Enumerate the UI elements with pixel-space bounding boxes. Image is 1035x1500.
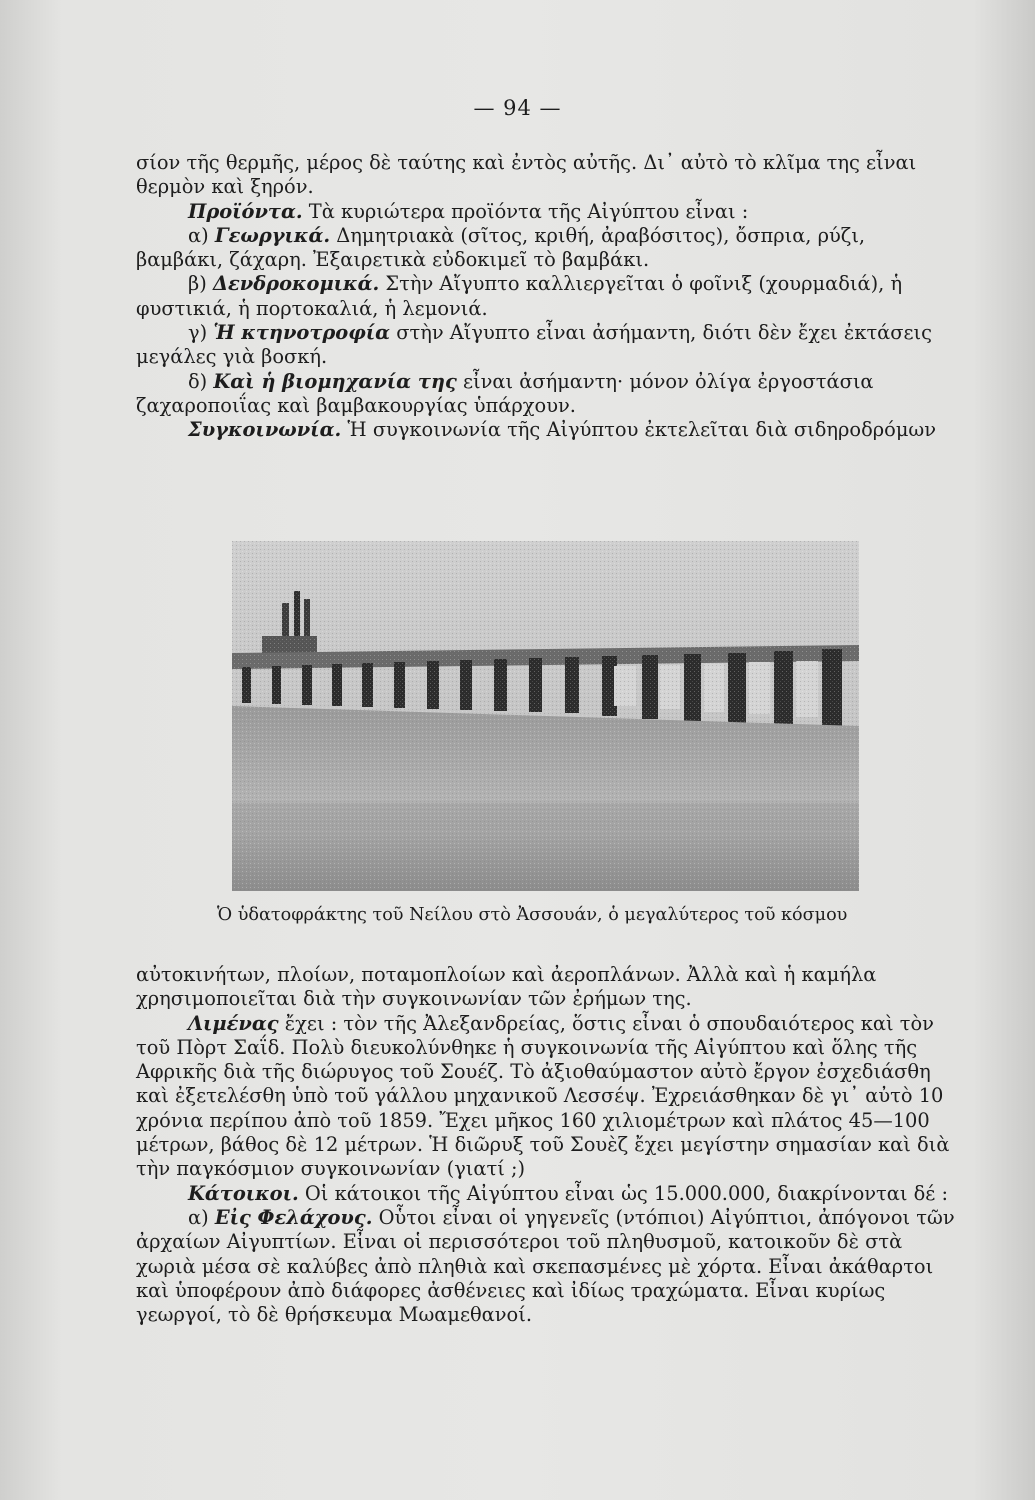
item-marker: δ) [188, 369, 214, 393]
figure-caption: Ὁ ὑδατοφράκτης τοῦ Νείλου στὸ Ἀσσουάν, ὁ μεγαλύτερος τοῦ κόσμου [217, 905, 848, 925]
paragraph-livestock [136, 321, 958, 370]
arboriculture-text: Στὴν Αἴγυπτο καλλιεργεῖται ὁ φοῖνιξ (χουρμαδιά), ἡ φυστικιά, ἡ πορτοκαλιά, ἡ λεμονιά. [136, 272, 903, 320]
fellahs-text: Οὗτοι εἶναι οἱ γηγενεῖς (ντόπιοι) Αἰγύπτιοι, ἀπόγονοι τῶν ἀρχαίων Αἰγυπτίων. Εἶναι οἱ περισσότεροι τοῦ πληθυσμοῦ, κατοικοῦν δὲ στὰ χωριὰ μέσα σὲ καλύβες ἀπὸ πληθιὰ καὶ σκεπασμένες μὲ χόρτα. Εἶναι ἀκάθαρτοι καὶ ὑποφέρουν ἀπὸ διάφορες ἀσθένειες καὶ ἰδίως τραχώματα. Εἶναι κυρίως γεωργοί, τὸ δὲ θρήσκευμα Μωαμεθανοί. [136, 1205, 955, 1327]
paragraph-agricultural [136, 224, 958, 273]
item-marker: β) [188, 272, 213, 296]
paragraph-transport: αὐτοκινήτων, πλοίων, ποταμοπλοίων καὶ ἀεροπλάνων. Ἀλλὰ καὶ ἡ καμήλα χρησιμοποιεῖται διὰ τὴν συγκοινωνίαν τῶν ἐρήμων της. [136, 963, 877, 1011]
heading-industry: Καὶ ἡ βιομηχανία της [213, 369, 457, 393]
paragraph-arboriculture [136, 272, 958, 321]
inhabitants-text: Οἱ κάτοικοι τῆς Αἰγύπτου εἶναι ὡς 15.000.000, διακρίνονται δέ : [298, 1181, 949, 1205]
ports-text: ἔχει : τὸν τῆς Ἀλεξανδρείας, ὅστις εἶναι ὁ σπουδαιότερος καὶ τὸν τοῦ Πὸρτ Σαΐδ. Πολὺ διευκολύνθηκε ἡ συγκοινωνία τῆς Αἰγύπτου καὶ ὅλης τῆς Αφρικῆς διὰ τῆς διώρυγος τοῦ Σουέζ. Τὸ ἀξιοθαύμαστον αὐτὸ ἔργον ἐσχεδιάσθη καὶ ἐξετελέσθη ὑπὸ τοῦ γάλλου μηχανικοῦ Λεσσέψ. Ἐχρειάσθηκαν δὲ γι᾽ αὐτὸ 10 χρόνια περίπου ἀπὸ τοῦ 1859. Ἔχει μῆκος 160 χιλιομέτρων καὶ πλάτος 45—100 μέτρων, βάθος δὲ 12 μέτρων. Ἡ διῶρυξ τοῦ Σουὲζ ἔχει μεγίστην σημασίαν καὶ διὰ τὴν παγκόσμιον συγκοινωνίαν (γιατί ;) [136, 1011, 950, 1181]
heading-ports: Λιμένας [188, 1011, 279, 1035]
heading-arboriculture: Δενδροκομικά. [212, 272, 380, 296]
products-text: Τὰ κυριώτερα προϊόντα τῆς Αἰγύπτου εἶναι : [302, 199, 749, 223]
page-number: — 94 — [473, 96, 562, 120]
dam-photograph [232, 541, 859, 891]
paragraph-climate: σίον τῆς θερμῆς, μέρος δὲ ταύτης καὶ ἐντὸς αὐτῆς. Δι᾽ αὐτὸ τὸ κλῖμα της εἶναι θερμὸν καὶ ξηρόν. [136, 151, 917, 199]
heading-fellahs: Εἰς Φελάχους. [214, 1205, 373, 1229]
heading-livestock: Ἡ κτηνοτροφία [213, 321, 391, 345]
paragraph-fellahs [136, 1206, 958, 1327]
bottom-text-block [136, 963, 958, 1327]
paragraph-products [136, 200, 958, 224]
heading-inhabitants: Κάτοικοι. [188, 1181, 299, 1205]
heading-agricultural: Γεωργικά. [214, 223, 331, 247]
paragraph-inhabitants [136, 1182, 958, 1206]
item-marker: α) [188, 223, 215, 247]
paragraph-industry [136, 370, 958, 419]
item-marker: α) [188, 1205, 215, 1229]
heading-products: Προϊόντα. [188, 199, 303, 223]
communication-text: Ἡ συγκοινωνία τῆς Αἰγύπτου ἐκτελεῖται διὰ σιδηροδρόμων [341, 418, 937, 442]
heading-communication: Συγκοινωνία. [188, 418, 342, 442]
livestock-text: στὴν Αἴγυπτο εἶναι ἀσήμαντη, διότι δὲν ἔχει ἐκτάσεις μεγάλες γιὰ βοσκή. [136, 321, 933, 369]
agricultural-text: Δημητριακὰ (σῖτος, κριθή, ἀραβόσιτος), ὄσπρια, ρύζι, βαμβάκι, ζάχαρη. Ἐξαιρετικὰ εὐδοκιμεῖ τὸ βαμβάκι. [136, 223, 866, 272]
top-text-block [136, 151, 958, 443]
paragraph-ports [136, 1012, 958, 1182]
item-marker: γ) [188, 321, 214, 345]
industry-text: εἶναι ἀσήμαντη· μόνον ὀλίγα ἐργοστάσια ζαχαροποιΐας καὶ βαμβακουργίας ὑπάρχουν. [136, 369, 874, 417]
aswan-dam-illustration [232, 541, 859, 891]
paragraph-communication [136, 418, 958, 442]
